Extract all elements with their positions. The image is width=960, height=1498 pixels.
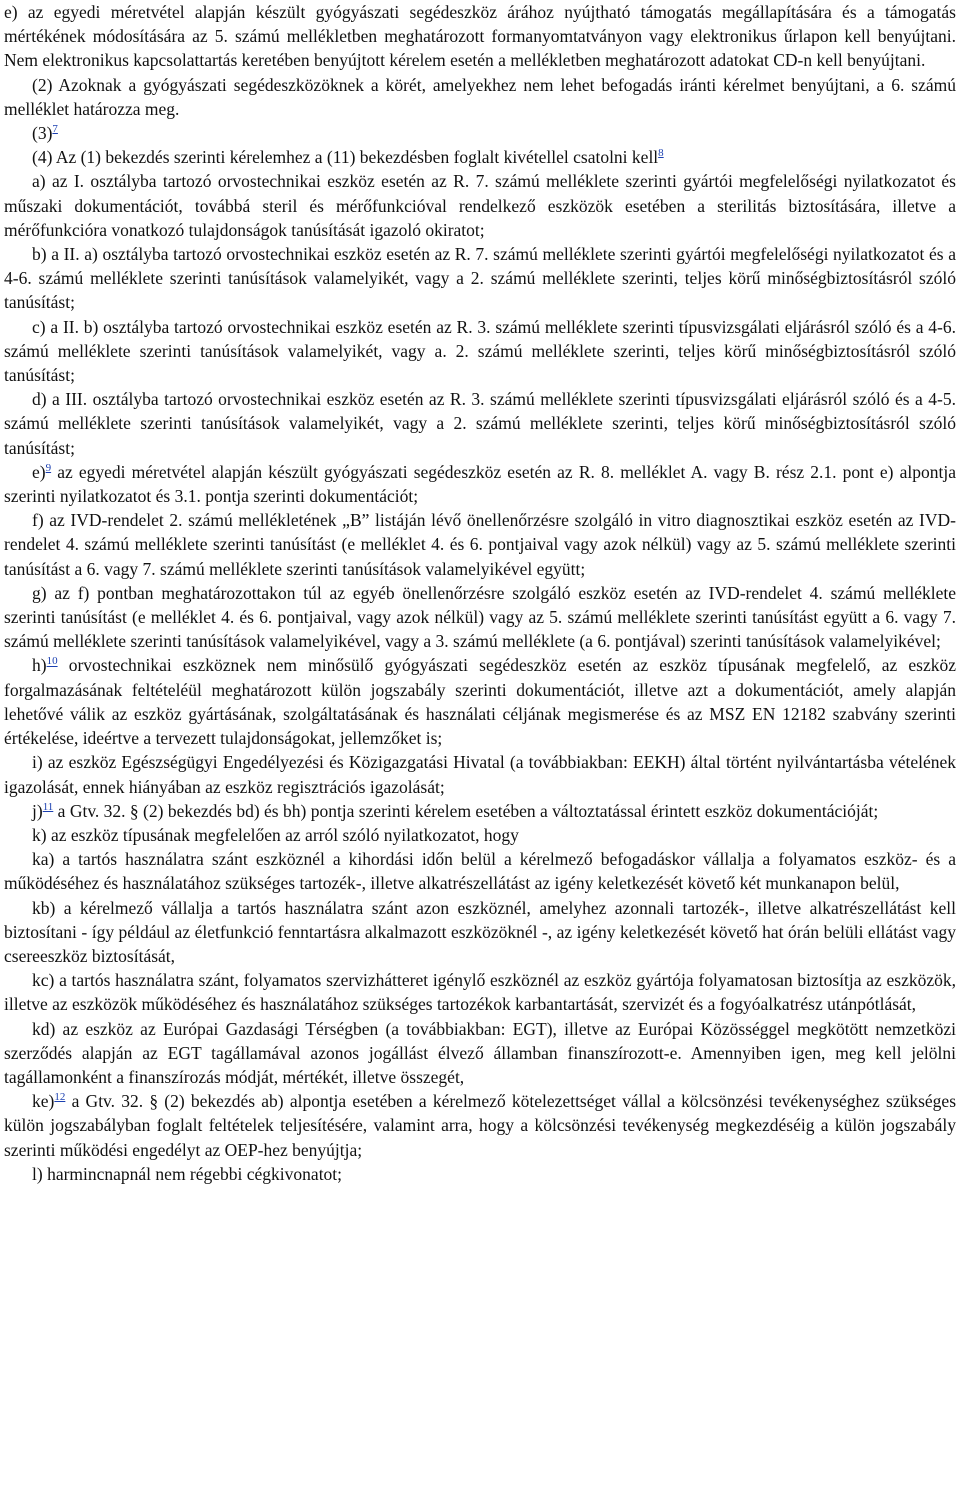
paragraph-text: (2) Azoknak a gyógyászati segédeszközöknek a körét, amelyekhez nem lehet befogadás iránti kérelmet benyújtani, a 6. számú melléklet határozza meg. bbox=[4, 74, 956, 119]
paragraph-text: k) az eszköz típusának megfelelően az arról szóló nyilatkozatot, hogy bbox=[32, 824, 519, 845]
paragraph-text: e) az egyedi méretvétel alapján készült gyógyászati segédeszköz árához nyújtható támogatás megállapítására és a támogatás mértékének módosítására az 5. számú mellékletben meghatározott formanyomtatványon vagy elektronikus űrlapon kell benyújtani. Nem elektronikus kapcsolattartás keretében benyújtott kérelem esetén a mellékletben meghatározott adatokat CD-n kell benyújtani. bbox=[4, 2, 956, 71]
paragraph bbox=[0, 799, 960, 823]
paragraph bbox=[0, 73, 960, 121]
paragraph bbox=[0, 242, 960, 315]
paragraph bbox=[0, 653, 960, 750]
paragraph-text: j) bbox=[32, 800, 43, 821]
paragraph bbox=[0, 169, 960, 242]
paragraph-text: b) a II. a) osztályba tartozó orvostechnikai eszköz esetén az R. 7. számú melléklete szerinti gyártói megfelelőségi nyilatkozatot és a 4-6. számú melléklete szerinti tanúsítások valamelyikét, vagy a 2. számú melléklete szerinti, teljes körű minőségbiztosításról szóló tanúsítást; bbox=[4, 244, 956, 313]
paragraph-text: a Gtv. 32. § (2) bekezdés ab) alpontja esetében a kérelmező kötelezettséget vállal a kölcsönzési tevékenységhez szükséges külön jogszabályban foglalt feltételek teljesítésére, valamint arra, hogy a kölcsönzési tevékenység megkezdéséig a külön jogszabály szerinti működési engedélyt az OEP-hez benyújtja; bbox=[4, 1091, 956, 1160]
paragraph-text: az egyedi méretvétel alapján készült gyógyászati segédeszköz esetén az R. 8. melléklet A. vagy B. rész 2.1. pont e) alpontja szerinti nyilatkozatot és 3.1. pontja szerinti dokumentációt; bbox=[4, 461, 956, 507]
paragraph-text: i) az eszköz Egészségügyi Engedélyezési és Közigazgatási Hivatal (a továbbiakban: EEKH) által történt nyilvántartásba vételének igazolását, ennek hiányában az eszköz regisztrációs igazolását; bbox=[4, 752, 956, 797]
paragraph-text: (4) Az (1) bekezdés szerinti kérelemhez a (11) bekezdésben foglalt kivétellel csatolni kell bbox=[32, 147, 659, 168]
footnote-link[interactable]: 9 bbox=[45, 462, 52, 475]
paragraph-text: e) bbox=[32, 461, 46, 482]
paragraph bbox=[0, 0, 960, 73]
paragraph bbox=[0, 847, 960, 895]
paragraph-text: ka) a tartós használatra szánt eszköznél a kihordási időn belül a kérelmező befogadáskor vállalja a folyamatos eszköz- és a működéséhez és használatához szükséges tartozék-, illetve alkatrészellátást az igény keletkezését követő két munkanapon belül, bbox=[4, 849, 956, 894]
footnote-link[interactable]: 8 bbox=[658, 147, 664, 160]
paragraph-text: kd) az eszköz az Európai Gazdasági Térségben (a továbbiakban: EGT), illetve az Európai Közösséggel megkötött nemzetközi szerződés alapján az EGT tagállamával azonos jogállást élvező államban finanszírozott-e. Amennyiben igen, meg kell jelölni tagállamonként a finanszírozás módját, mértékét, illetve összegét, bbox=[4, 1018, 956, 1087]
paragraph bbox=[0, 1017, 960, 1090]
footnote-link[interactable]: 12 bbox=[54, 1091, 66, 1104]
paragraph-text: h) bbox=[32, 655, 47, 676]
paragraph-text: g) az f) pontban meghatározottakon túl az egyéb önellenőrzésre szolgáló eszköz esetén az IVD-rendelet 4. számú melléklete szerinti tanúsítást (e melléklet 4. és 6. pontjaival, vagy azok nélkül) vagy az 5. számú melléklete szerinti tanúsítást együtt a 6. vagy 7. számú melléklete szerinti tanúsítások valamelyikével, vagy a 3. számú melléklete (a 6. pontjával) szerinti tanúsítások valamelyikével; bbox=[4, 582, 956, 652]
paragraph bbox=[0, 1162, 960, 1186]
paragraph bbox=[0, 823, 960, 847]
paragraph bbox=[0, 315, 960, 388]
paragraph bbox=[0, 460, 960, 508]
paragraph bbox=[0, 968, 960, 1016]
paragraph-text: l) harmincnapnál nem régebbi cégkivonatot; bbox=[32, 1163, 343, 1184]
footnote-link[interactable]: 7 bbox=[52, 123, 58, 136]
paragraph bbox=[0, 581, 960, 654]
paragraph bbox=[0, 121, 960, 145]
footnote-link[interactable]: 11 bbox=[42, 800, 54, 813]
paragraph bbox=[0, 750, 960, 798]
paragraph-text: d) a III. osztályba tartozó orvostechnikai eszköz esetén az R. 3. számú melléklete szerinti típusvizsgálati eljárásról szóló és a 4-5. számú melléklete szerinti tanúsítások valamelyikét, vagy a 2. számú melléklete szerinti, teljes körű minőségbiztosításról szóló tanúsítást; bbox=[4, 389, 956, 458]
paragraph-text: (3) bbox=[32, 123, 53, 144]
paragraph-text: c) a II. b) osztályba tartozó orvostechnikai eszköz esetén az R. 3. számú melléklete szerinti típusvizsgálati eljárásról szóló és a 4-6. számú melléklete szerinti tanúsítások valamelyikét, vagy a. 2. számú melléklete szerinti, teljes körű minőségbiztosításról szóló tanúsítást; bbox=[4, 316, 956, 386]
paragraph bbox=[0, 508, 960, 581]
footnote-link[interactable]: 10 bbox=[46, 655, 58, 668]
paragraph-text: kc) a tartós használatra szánt, folyamatos szervizhátteret igénylő eszköznél az eszköz gyártója folyamatosan biztosítja az eszközök, illetve az eszközök működéséhez és használatához szükséges tartozékok karbantartását, szervizét és a fogyóalkatrész utánpótlását, bbox=[4, 970, 956, 1015]
paragraph bbox=[0, 387, 960, 460]
paragraph bbox=[0, 1089, 960, 1162]
paragraph bbox=[0, 896, 960, 969]
paragraph-text: orvostechnikai eszköznek nem minősülő gyógyászati segédeszköz esetén az eszköz típusának megfelelő, az eszköz forgalmazásának feltételéül meghatározott külön jogszabály szerinti dokumentációt, illetve azt a dokumentációt, amely alapján lehetővé válik az eszköz gyártásának, szolgáltatásának és használati céljának megismerése és az MSZ EN 12182 szabvány szerinti értékelése, ideértve a tervezett tulajdonságokat, jellemzőket is; bbox=[4, 655, 956, 749]
paragraph bbox=[0, 145, 960, 169]
paragraph-text: kb) a kérelmező vállalja a tartós használatra szánt azon eszköznél, amelyhez azonnali tartozék-, illetve alkatrészellátást kell biztosítani - így például az életfunkció fenntartásra alkalmazott eszközöknél -, az igény keletkezését követő hat órán belüli ellátást vagy csereeszköz biztosítását, bbox=[4, 897, 956, 966]
paragraph-text: f) az IVD-rendelet 2. számú mellékletének „B” listáján lévő önellenőrzésre szolgáló in vitro diagnosztikai eszköz esetén az IVD-rendelet 4. számú melléklete szerinti tanúsítást (e melléklet 4. és 6. pontjaival vagy azok nélkül) vagy az 5. számú melléklete szerinti tanúsítást a 6. vagy 7. számú melléklete szerinti tanúsítások valamelyikével együtt; bbox=[4, 510, 956, 579]
paragraph-text: ke) bbox=[32, 1091, 55, 1112]
paragraph-text: a Gtv. 32. § (2) bekezdés bd) és bh) pontja szerinti kérelem esetében a változtatással érintett eszköz dokumentációját; bbox=[53, 800, 879, 821]
paragraph-text: a) az I. osztályba tartozó orvostechnikai eszköz esetén az R. 7. számú melléklete szerinti gyártói megfelelőségi nyilatkozatot és műszaki dokumentációt, továbbá steril és mérőfunkcióval rendelkező eszközök esetében a sterilitás biztosítására, illetve a mérőfunkcióra vonatkozó tulajdonságok tanúsítását igazoló okiratot; bbox=[4, 171, 956, 240]
